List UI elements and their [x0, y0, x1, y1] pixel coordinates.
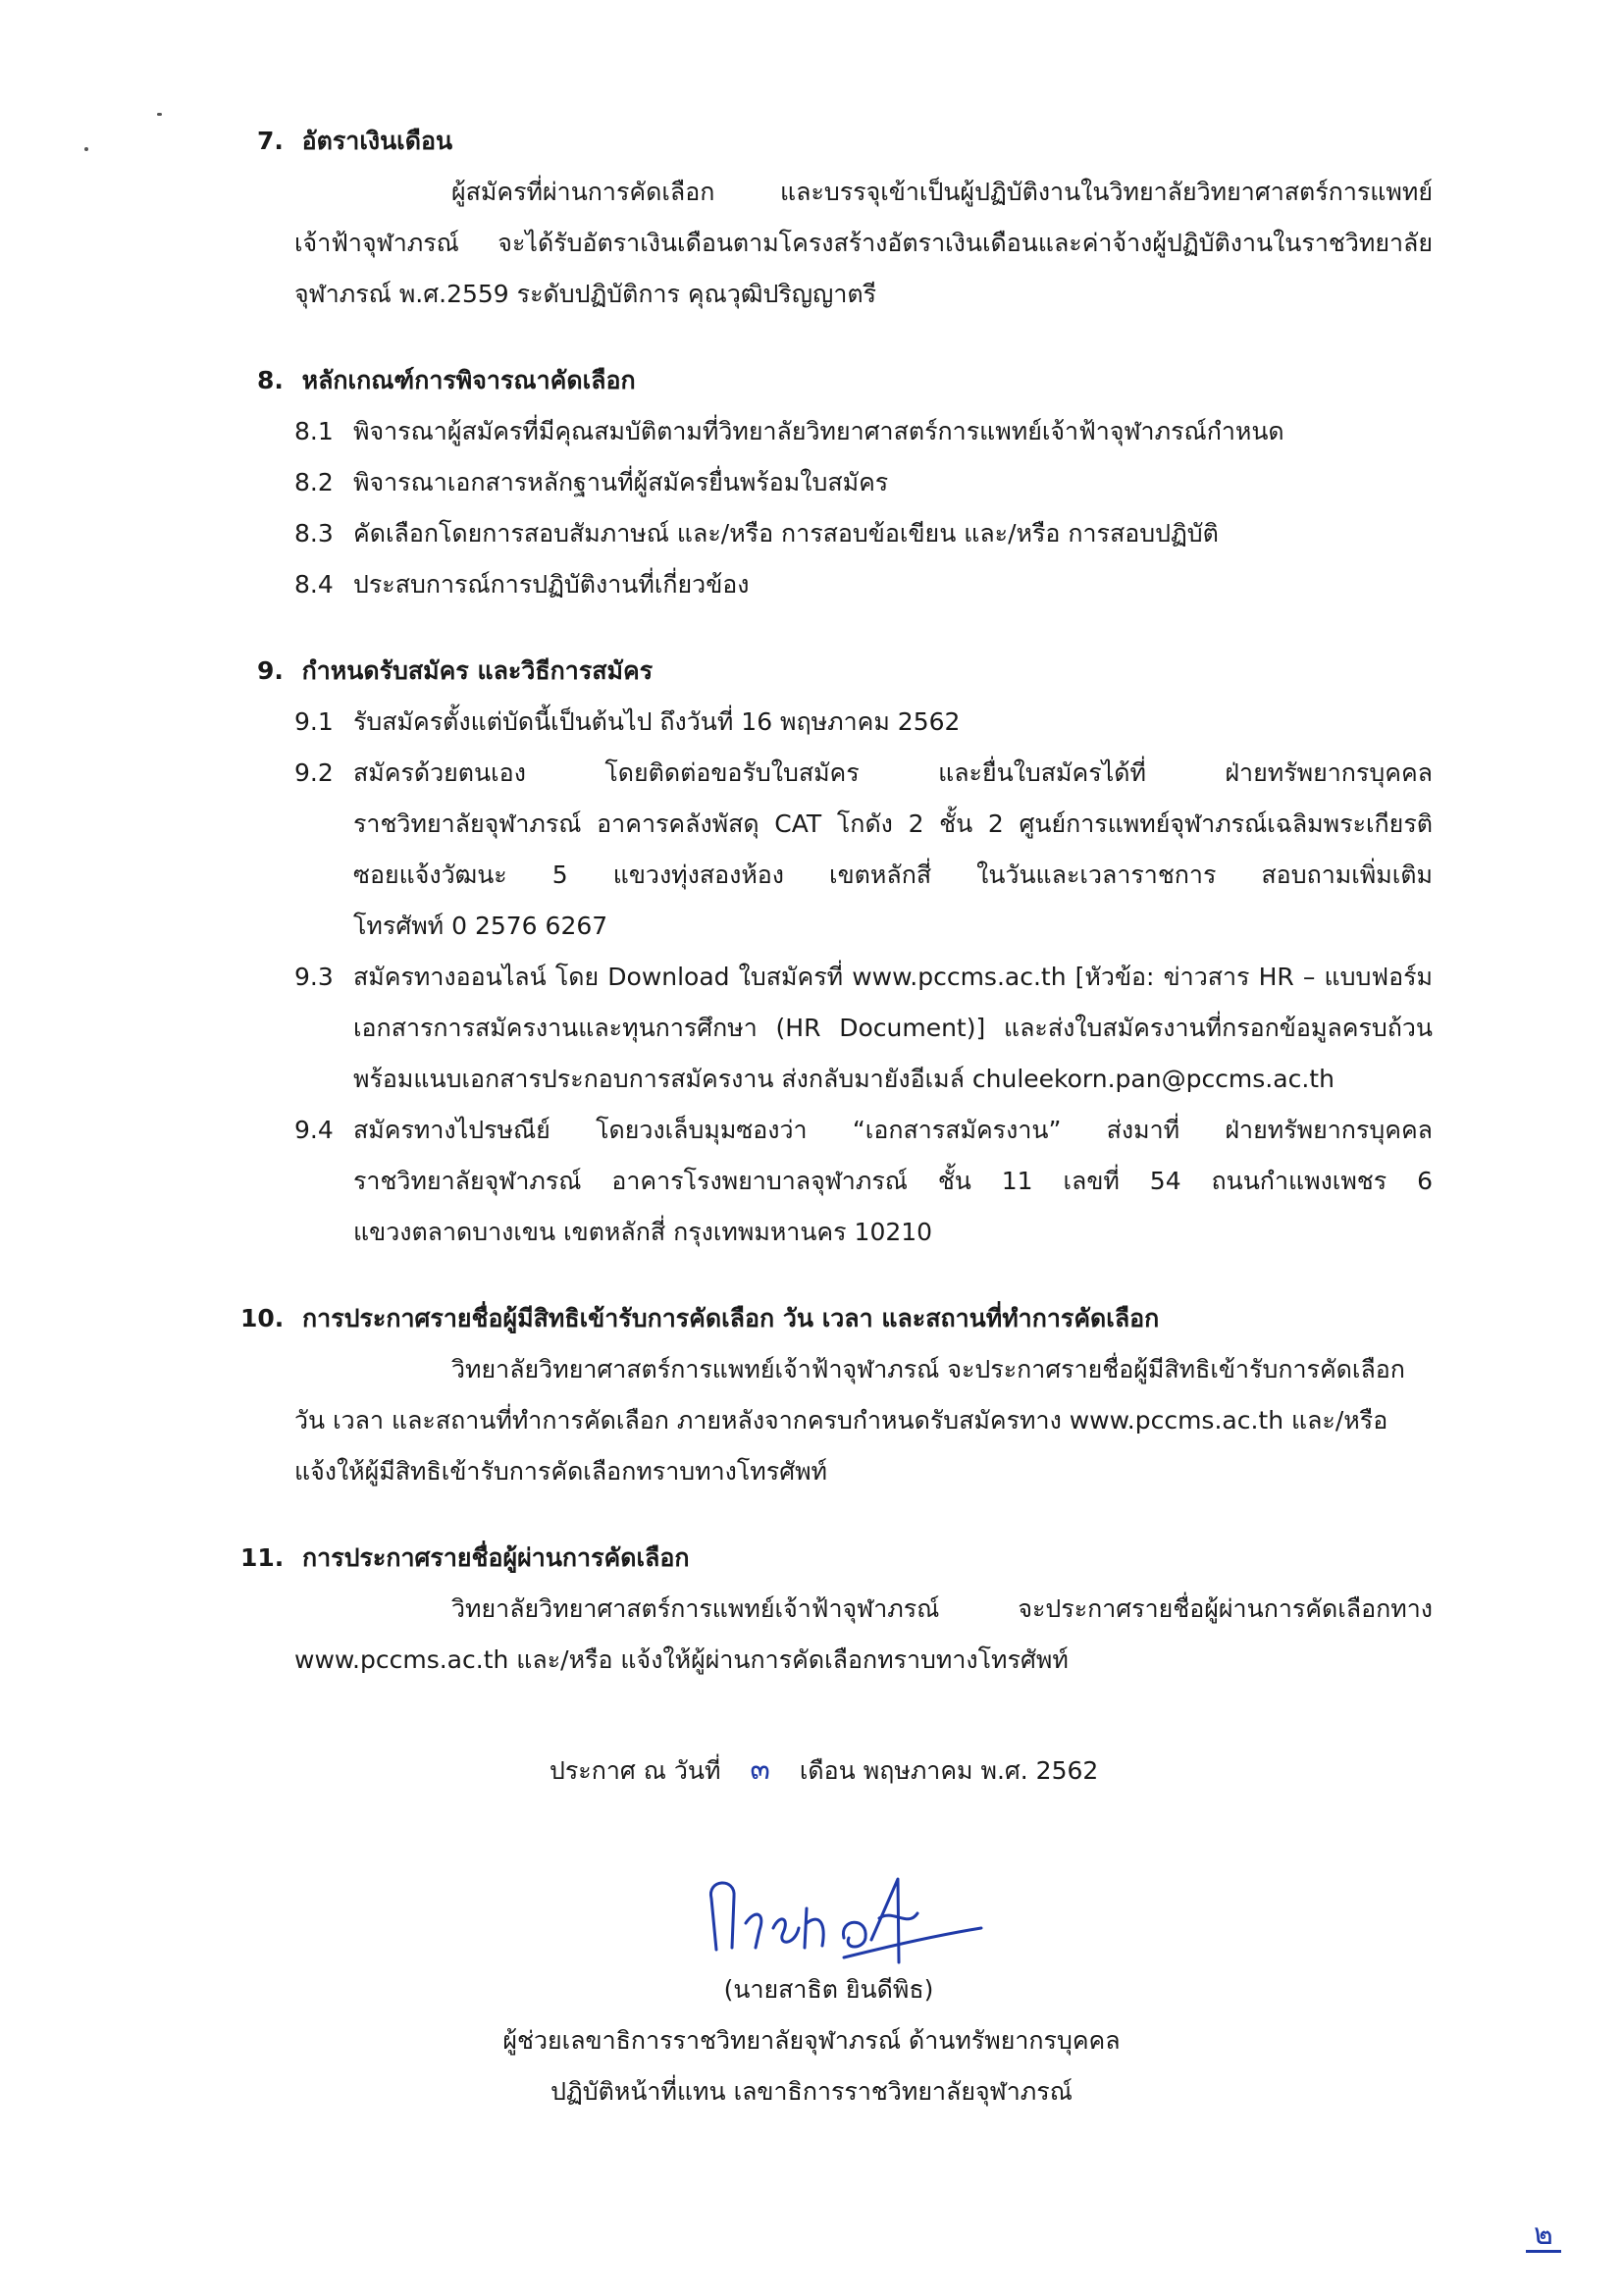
item-text: สมัครทางออนไลน์ โดย Download ใบสมัครที่ www.pccms.ac.th [หัวข้อ: ข่าวสาร HR – แบบฟอร์ม [353, 963, 1433, 991]
section-8-item [294, 516, 1219, 551]
section-7-line: เจ้าฟ้าจุฬาภรณ์ จะได้รับอัตราเงินเดือนตามโครงสร้างอัตราเงินเดือนและค่าจ้างผู้ปฏิบัติงานในราชวิทยาลัย [294, 229, 1433, 257]
section-10-title: การประกาศรายชื่อผู้มีสิทธิเข้ารับการคัดเลือก วัน เวลา และสถานที่ทำการคัดเลือก [302, 1304, 1160, 1332]
section-9-heading [257, 653, 653, 689]
item-text: ซอยแจ้งวัฒนะ 5 แขวงทุ่งสองห้อง เขตหลักสี่ ในวันและเวลาราชการ สอบถามเพิ่มเติม [353, 861, 1433, 889]
section-10-line: วัน เวลา และสถานที่ทำการคัดเลือก ภายหลังจากครบกำหนดรับสมัครทาง www.pccms.ac.th และ/หรือ [294, 1406, 1388, 1435]
section-10-line: แจ้งให้ผู้มีสิทธิเข้ารับการคัดเลือกทราบทางโทรศัพท์ [294, 1457, 828, 1486]
item-text: เอกสารการสมัครงานและทุนการศึกษา (HR Document)] และส่งใบสมัครงานที่กรอกข้อมูลครบถ้วน [353, 1014, 1433, 1042]
scan-speck [84, 147, 88, 151]
item-text: ราชวิทยาลัยจุฬาภรณ์ อาคารโรงพยาบาลจุฬาภรณ์ ชั้น 11 เลขที่ 54 ถนนกำแพงเพชร 6 [353, 1167, 1433, 1195]
announcement-suffix: เดือน พฤษภาคม พ.ศ. 2562 [799, 1756, 1099, 1785]
section-8-item [294, 567, 750, 602]
item-text: ประสบการณ์การปฏิบัติงานที่เกี่ยวข้อง [353, 570, 750, 599]
section-9-title: กำหนดรับสมัคร และวิธีการสมัคร [301, 656, 654, 685]
section-7-heading [257, 124, 452, 159]
handwritten-signature [697, 1869, 991, 1977]
section-8-title: หลักเกณฑ์การพิจารณาคัดเลือก [301, 366, 636, 394]
section-10-line: วิทยาลัยวิทยาศาสตร์การแพทย์เจ้าฟ้าจุฬาภรณ์ จะประกาศรายชื่อผู้มีสิทธิเข้ารับการคัดเลือก [451, 1355, 1405, 1383]
item-number: 9.1 [294, 707, 334, 736]
section-11-heading [240, 1540, 690, 1576]
section-7-title: อัตราเงินเดือน [301, 127, 453, 155]
announcement-day: ๓ [750, 1752, 770, 1787]
section-7-number: 7. [257, 127, 284, 155]
item-text: สมัครทางไปรษณีย์ โดยวงเล็บมุมซองว่า “เอกสารสมัครงาน” ส่งมาที่ ฝ่ายทรัพยากรบุคคล [353, 1116, 1433, 1144]
section-11-line: www.pccms.ac.th และ/หรือ แจ้งให้ผู้ผ่านการคัดเลือกทราบทางโทรศัพท์ [294, 1645, 1069, 1674]
signatory-name: (นายสาธิต ยินดีพิธ) [723, 1975, 934, 2004]
signatory-position: ผู้ช่วยเลขาธิการราชวิทยาลัยจุฬาภรณ์ ด้านทรัพยากรบุคคล [502, 2026, 1121, 2055]
item-text: โทรศัพท์ 0 2576 6267 [353, 912, 608, 940]
item-text: คัดเลือกโดยการสอบสัมภาษณ์ และ/หรือ การสอบข้อเขียน และ/หรือ การสอบปฏิบัติ [353, 519, 1219, 548]
announcement-date [550, 1752, 1098, 1789]
section-11-number: 11. [240, 1543, 285, 1572]
item-number: 8.4 [294, 570, 334, 599]
section-8-item [294, 414, 1284, 449]
item-text: สมัครด้วยตนเอง โดยติดต่อขอรับใบสมัคร และยื่นใบสมัครได้ที่ ฝ่ายทรัพยากรบุคคล [353, 758, 1433, 787]
section-8-number: 8. [257, 366, 284, 394]
section-8-item [294, 465, 889, 500]
item-number: 9.2 [294, 758, 334, 787]
item-number: 9.3 [294, 963, 334, 991]
page-number [1526, 2220, 1561, 2253]
item-number: 8.3 [294, 519, 334, 548]
section-11-line: วิทยาลัยวิทยาศาสตร์การแพทย์เจ้าฟ้าจุฬาภรณ์ จะประกาศรายชื่อผู้ผ่านการคัดเลือกทาง [451, 1594, 1433, 1623]
section-7-line: จุฬาภรณ์ พ.ศ.2559 ระดับปฏิบัติการ คุณวุฒิปริญญาตรี [294, 280, 877, 308]
item-number: 9.4 [294, 1116, 334, 1144]
item-text: พิจารณาเอกสารหลักฐานที่ผู้สมัครยื่นพร้อมใบสมัคร [353, 468, 889, 496]
section-7-line: ผู้สมัครที่ผ่านการคัดเลือก และบรรจุเข้าเป็นผู้ปฏิบัติงานในวิทยาลัยวิทยาศาสตร์การแพทย์ [451, 178, 1433, 206]
signatory-acting-position: ปฏิบัติหน้าที่แทน เลขาธิการราชวิทยาลัยจุฬาภรณ์ [550, 2077, 1073, 2106]
announcement-prefix: ประกาศ ณ วันที่ [550, 1756, 721, 1785]
item-number: 8.1 [294, 417, 334, 445]
item-number: 8.2 [294, 468, 334, 496]
section-8-heading [257, 363, 636, 398]
item-text: ราชวิทยาลัยจุฬาภรณ์ อาคารคลังพัสดุ CAT โกดัง 2 ชั้น 2 ศูนย์การแพทย์จุฬาภรณ์เฉลิมพระเกียรติ [353, 809, 1433, 838]
item-text: พร้อมแนบเอกสารประกอบการสมัครงาน ส่งกลับมายังอีเมล์ chuleekorn.pan@pccms.ac.th [353, 1065, 1335, 1093]
item-text: พิจารณาผู้สมัครที่มีคุณสมบัติตามที่วิทยาลัยวิทยาศาสตร์การแพทย์เจ้าฟ้าจุฬาภรณ์กำหนด [353, 417, 1284, 445]
item-text: แขวงตลาดบางเขน เขตหลักสี่ กรุงเทพมหานคร 10210 [353, 1218, 933, 1246]
section-10-number: 10. [240, 1304, 285, 1332]
section-10-heading [240, 1301, 1159, 1336]
item-text: รับสมัครตั้งแต่บัดนี้เป็นต้นไป ถึงวันที่ 16 พฤษภาคม 2562 [353, 707, 961, 736]
page-number-text: ๒ [1534, 2218, 1553, 2252]
section-11-title: การประกาศรายชื่อผู้ผ่านการคัดเลือก [302, 1543, 690, 1572]
scan-speck [157, 113, 162, 116]
section-9-number: 9. [257, 656, 284, 685]
